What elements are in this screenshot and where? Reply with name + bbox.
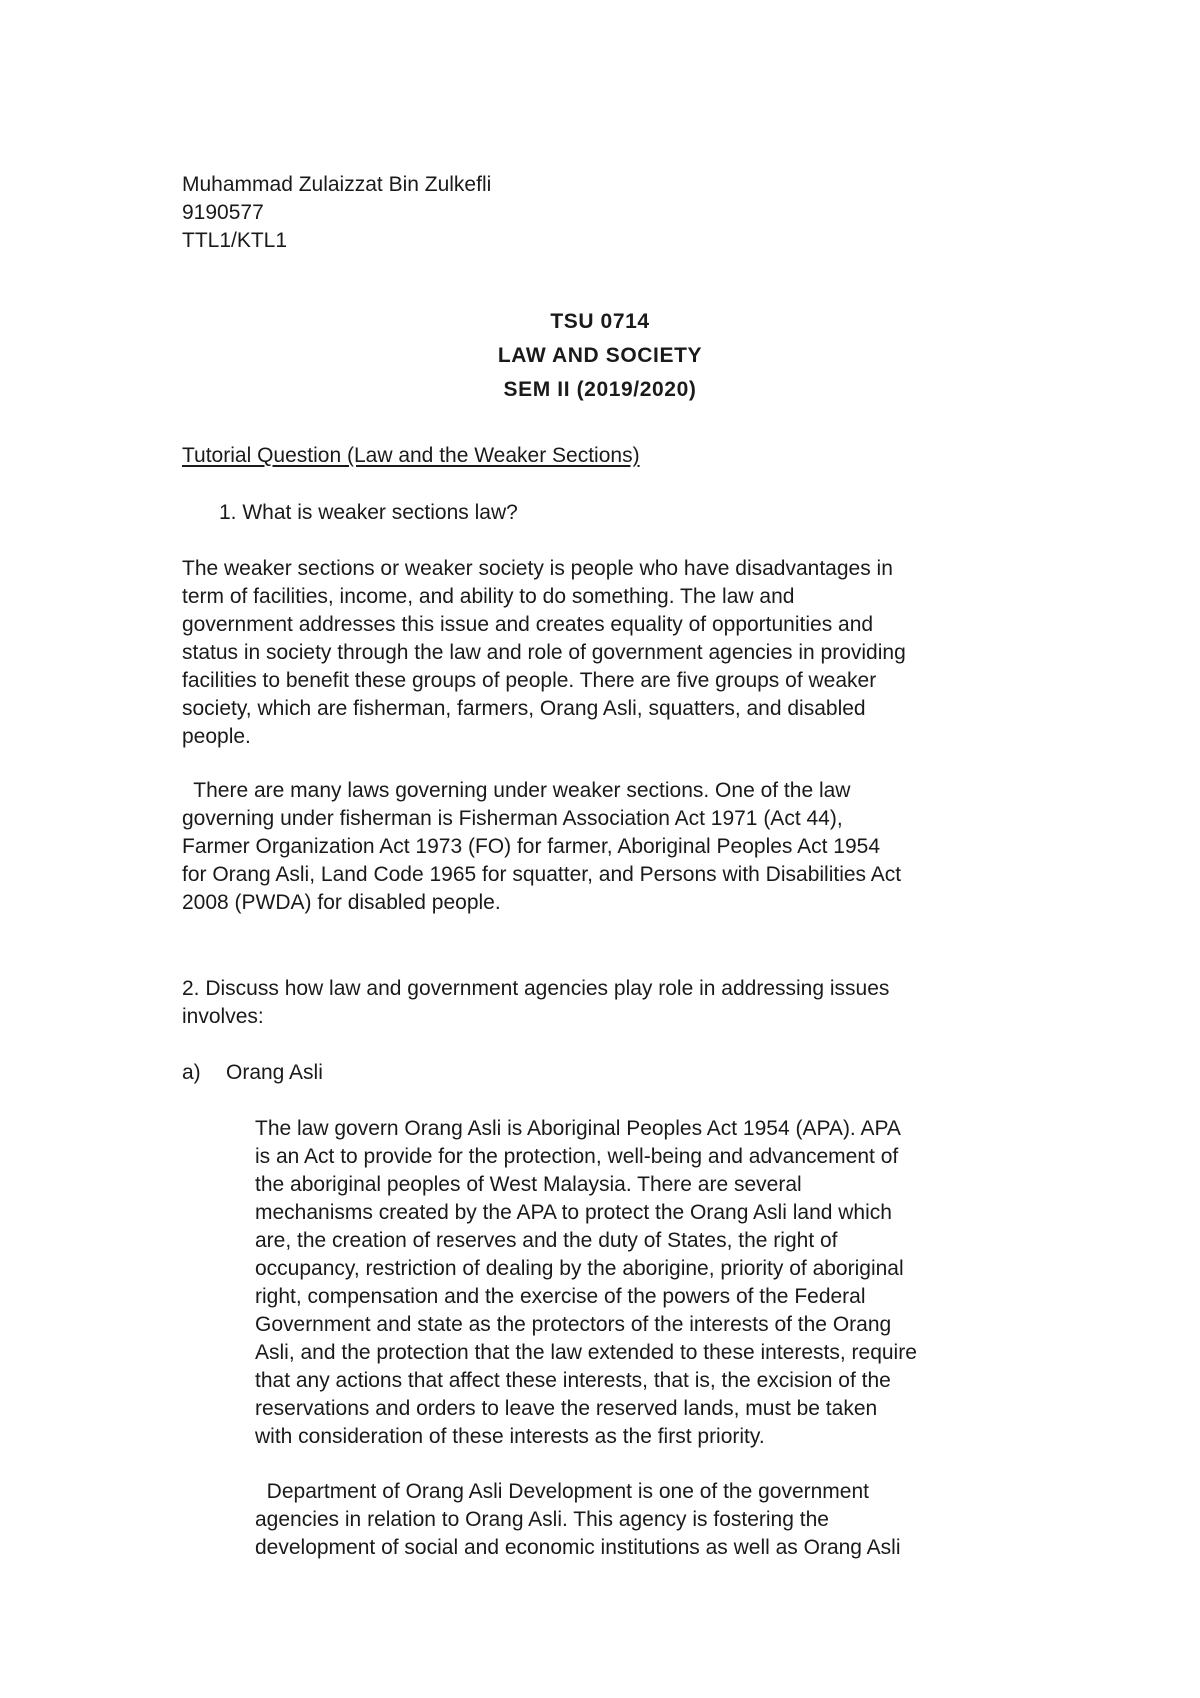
text-line: that any actions that affect these interests, that is, the excision of the [255,1369,891,1392]
text-line: people. [182,725,251,748]
text-line: Asli, and the protection that the law extended to these interests, require [255,1341,917,1364]
text-line: There are many laws governing under weaker sections. One of the law [182,779,851,802]
list-item-a: Orang Asli [226,1061,323,1084]
question-2 [182,975,1032,1031]
text-line: governing under fisherman is Fisherman Association Act 1971 (Act 44), [182,807,843,830]
text-line: facilities to benefit these groups of people. There are five groups of weaker [182,669,877,692]
student-class: TTL1/KTL1 [182,229,288,252]
text-line: term of facilities, income, and ability to do something. The law and [182,585,795,608]
text-line: is an Act to provide for the protection, well-being and advancement of [255,1145,899,1168]
text-line: occupancy, restriction of dealing by the aborigine, priority of aboriginal [255,1257,904,1280]
answer-1-paragraph-2 [182,777,1032,917]
text-line: 2. Discuss how law and government agencies play role in addressing issues [182,977,890,1000]
text-line: are, the creation of reserves and the duty of States, the right of [255,1229,838,1252]
text-line: reservations and orders to leave the reserved lands, must be taken [255,1397,878,1420]
text-line: The weaker sections or weaker society is people who have disadvantages in [182,557,893,580]
text-line: Farmer Organization Act 1973 (FO) for farmer, Aboriginal Peoples Act 1954 [182,835,881,858]
course-code: TSU 0714 [550,310,650,333]
answer-1-paragraph-1 [182,555,1032,751]
text-line: involves: [182,1005,264,1028]
text-line: 2008 (PWDA) for disabled people. [182,891,501,914]
answer-2a-paragraph-1 [255,1115,1055,1451]
text-line: Department of Orang Asli Development is one of the government [255,1480,869,1503]
text-line: right, compensation and the exercise of the powers of the Federal [255,1285,866,1308]
text-line: The law govern Orang Asli is Aboriginal Peoples Act 1954 (APA). APA [255,1117,901,1140]
text-line: mechanisms created by the APA to protect the Orang Asli land which [255,1201,892,1224]
answer-2a-paragraph-2 [255,1478,1055,1562]
text-line: status in society through the law and role of government agencies in providing [182,641,906,664]
text-line: government addresses this issue and creates equality of opportunities and [182,613,874,636]
student-name: Muhammad Zulaizzat Bin Zulkefli [182,173,492,196]
course-title: LAW AND SOCIETY [497,344,703,367]
student-id: 9190577 [182,201,264,224]
question-1: 1. What is weaker sections law? [219,501,518,524]
text-line: with consideration of these interests as the first priority. [255,1425,765,1448]
text-line: Government and state as the protectors of the interests of the Orang [255,1313,892,1336]
text-line: for Orang Asli, Land Code 1965 for squatter, and Persons with Disabilities Act [182,863,902,886]
text-line: the aboriginal peoples of West Malaysia. There are several [255,1173,802,1196]
text-line: agencies in relation to Orang Asli. This agency is fostering the [255,1508,829,1531]
text-line: development of social and economic institutions as well as Orang Asli [255,1536,901,1559]
list-marker-a: a) [182,1061,201,1084]
text-line: society, which are fisherman, farmers, Orang Asli, squatters, and disabled [182,697,866,720]
tutorial-heading: Tutorial Question (Law and the Weaker Sections) [182,444,640,467]
semester: SEM II (2019/2020) [503,378,697,401]
